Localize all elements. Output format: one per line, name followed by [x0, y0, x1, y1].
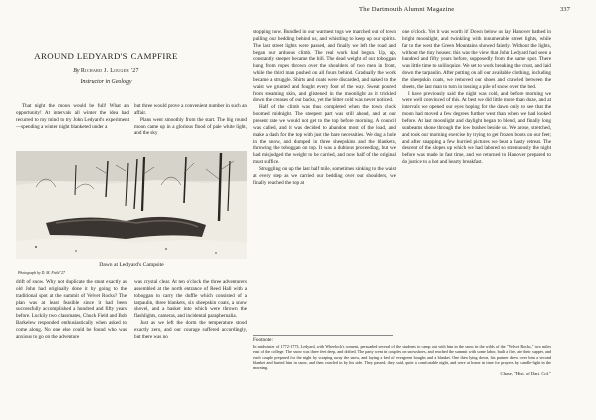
- column-3: [16, 279, 127, 341]
- photo-image: [16, 151, 247, 259]
- campsite-photo: [16, 151, 247, 259]
- footnote-divider: [253, 335, 393, 336]
- column-4: [134, 279, 247, 341]
- paragraph: Plans went smoothly from the start. The big round moon came up in a glorious flood of pale white light, and the sky: [134, 116, 247, 137]
- paragraph: one o'clock. Yet it was worth it! Down below us lay Hanover bathed in bright moonlight, and twinkling with innumerable street lights, while far to the west the Green Mountains showed faintly. Without the lights, without the tiny houses: this was the view that John Ledyard had seen a hundred and fifty years before, supposedly from the same spot. There was little time to soliloquize. We set to work breaking the crust, and laid down the tarpaulin. After putting on all our available clothing, including the sheepskin coats, we removed our shoes and crawled between the sheets, the last man to turn in tossing a pile of snow over the bed.: [402, 29, 551, 90]
- paragraph: Half of the climb was thus completed when the town clock boomed midnight. The steepest part was still ahead, and at our present rate we would not get to the top before morning. A council was called, and it was decided to abandon most of the load, and make a dash for the top with just the bare necessities. We dug a hole in the snow, and dumped in three sheepskins and the blankets, throwing the toboggan on top. It was a dubious proceeding, but we had misjudged the weight to be carried, and now half of the original must suffice.: [253, 104, 396, 166]
- column-1: [16, 103, 129, 130]
- paragraph: but three would prove a convenient number in such an affair.: [134, 103, 247, 116]
- author-name: Richard J. Lougee '27: [80, 68, 139, 74]
- footnote-heading: Footnote:: [253, 337, 273, 343]
- column-6: [402, 29, 551, 166]
- byline-prefix: By: [73, 68, 80, 74]
- column-5: [253, 29, 396, 186]
- page-header: [0, 0, 596, 26]
- paragraph: Just as we left the dorm the temperature stood exactly zero, and our courage suffered accordingly, but there was no: [134, 320, 247, 340]
- column-2: [134, 103, 247, 137]
- paragraph: was crystal clear. At ten o'clock the three adventurers assembled at the north entrance of Reed Hall with a toboggan to carry the duffle which consisted of a tarpaulin, three blankets, six sheepskin coats, a snow shovel, and a basket into which were thrown the flashlights, cameras, and incidental paraphernalia.: [134, 279, 247, 320]
- author-role: Instructor in Geology: [80, 79, 132, 85]
- paragraph: I have previously said the night was cold, and before morning we were well convinced of this. At best we did little more than doze, and at intervals we opened our eyes hoping for the dawn only to see that the moon had moved a few degrees further west than when we had looked before. At last moonlight and daylight began to blend, and finally long sunbeams shone through the low bushes beside us. We arose, stretched, and took our morning exercise by trying to get frozen boots on our feet; and after snapping a few hurried pictures we beat a hasty retreat. The descent of the slopes up which we had labored so strenuously the night before was made in fast time, and we returned to Hanover prepared to do justice to a hot and hearty breakfast.: [402, 90, 551, 166]
- footnote: [253, 338, 551, 376]
- paragraph: drift of snow. Why not duplicate the stunt exactly as old John had originally done it by going to the traditional spot at the summit of Velvet Rocks? The plan was at least feasible since it had been successfully accomplished a hundred and fifty years before. Luckily two classmates, Chuck Field and Bob Barkelew responded enthusiastically when asked to come along. No one else could be found who was anxious to go on the adventure: [16, 279, 127, 340]
- article-title: AROUND LEDYARD'S CAMPFIRE: [34, 51, 178, 61]
- page-number: 337: [560, 6, 570, 13]
- photo-credit: Photograph by D. M. Field '27: [18, 271, 65, 275]
- running-title: The Dartmouth Alumni Magazine: [359, 6, 455, 13]
- paragraph: Struggling on up the last half mile, sometimes sinking to the waist at every step as we carried our bedding over our shoulders, we finally reached the top at: [253, 165, 396, 186]
- footnote-signature: Chase, "Hist. of Dart. Col.": [500, 371, 551, 377]
- footnote-text: In midwinter of 1772-1773, Ledyard, with Wheelock's consent, persuaded several of the students to camp out with him in the snow in the wilds of the "Velvet Rocks," two miles east of the college. The snow was three feet deep, and drifted. The party went in couples on snowshoes, and reached the summit with some labor, built a fire, ate their supper, and each couple prepared for the night by scraping away the snow, and laying a bed of evergreen boughs and a blanket. One then lying down, his partner drew over him a second blanket and buried him in snow, and then crawled in by his side. They passed, they said, quite a comfortable night, and were at home in time for prayers by candle-light in the morning.: [253, 344, 551, 371]
- paragraph: stopping now. Bundled in our warmest togs we marched out of town pulling our bedding behind us, and whistling to keep up our spirits. The last street lights were passed, and finally we left the road and began our arduous climb. The real work had begun. Up, up, constantly steeper became the hill. The dead weight of our toboggan hung from ropes thrown over the shoulders of two men in front, while the third man pushed on all fours behind. Gradually the work became a struggle. Shirts and coats were discarded, and naked to the waist we grunted and fought every foot of the way. Sweat poured from steaming skin, and glistened in the moonlight as it trickled down the creases of our backs, yet the bitter cold was never noticed.: [253, 29, 396, 104]
- byline: [16, 68, 196, 74]
- paragraph: That night the moon would be full! What an opportunity! At intervals all winter the idea had recurred to my mind to try John Ledyard's experiment—spending a winter night blanketed under a: [16, 103, 129, 130]
- photo-caption: Dawn at Ledyard's Campsite: [99, 262, 164, 268]
